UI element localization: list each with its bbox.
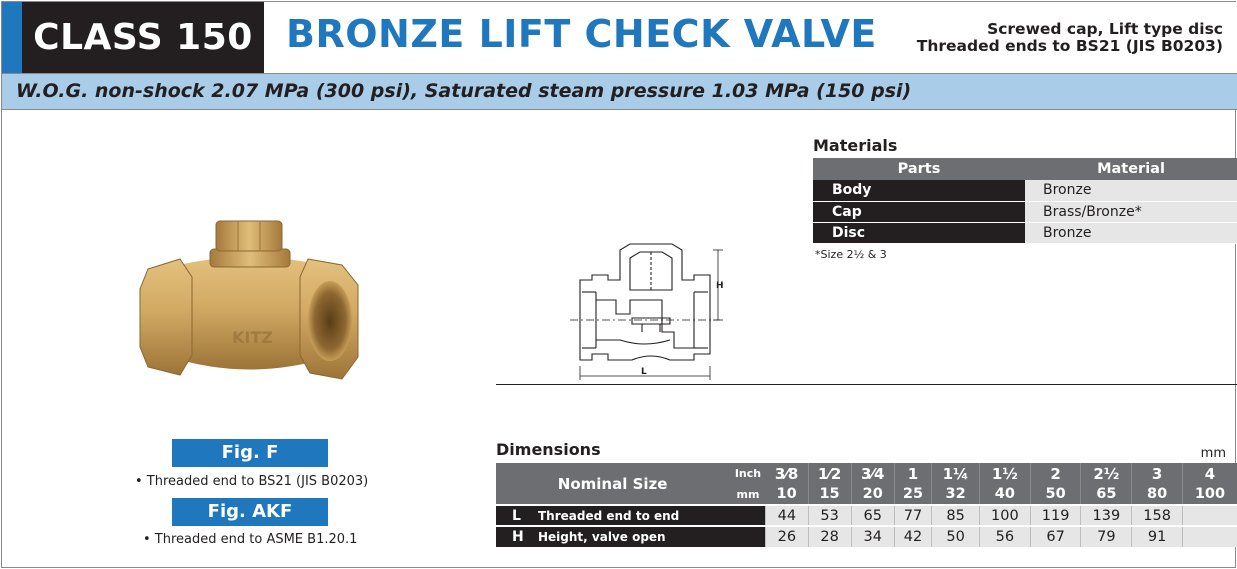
dimension-value: 139 [1081,505,1132,526]
row-name: Threaded end to end [532,505,766,526]
figure-label-f: Fig. F [172,439,328,467]
inch-size: 2½ [1081,463,1132,484]
materials-row [813,222,1237,243]
dimension-value: 42 [894,526,931,547]
dimension-value: 158 [1132,505,1183,526]
subtitle-line-1: Screwed cap, Lift type disc [987,20,1223,38]
dimension-value: 100 [979,505,1030,526]
materials-row [813,180,1237,201]
inch-size: 3⁄8 [766,463,808,484]
valve-photo [130,207,370,397]
part-name: Cap [813,201,1025,222]
mm-size: 100 [1182,484,1237,505]
dimensions-unit: mm [1200,446,1226,461]
cast-brand-mark: KITZ [232,328,273,347]
mm-size: 20 [851,484,894,505]
section-divider [496,384,1237,385]
inch-size: 2 [1030,463,1081,484]
dimension-value: 28 [808,526,851,547]
material-name: Bronze [1025,180,1237,201]
mm-size: 15 [808,484,851,505]
materials-row [813,201,1237,222]
figure-note-akf: • Threaded end to ASME B1.20.1 [143,532,358,547]
mm-size: 80 [1132,484,1183,505]
dimension-value: 119 [1030,505,1081,526]
mm-size: 50 [1030,484,1081,505]
dimension-row-h [496,526,1237,547]
figure-label-akf: Fig. AKF [172,498,328,526]
dimension-value: 79 [1081,526,1132,547]
dimension-value: 77 [894,505,931,526]
inch-size: 3 [1132,463,1183,484]
dimension-value: 34 [851,526,894,547]
inch-label: Inch [730,463,766,484]
dimension-value: 50 [932,526,980,547]
dimensions-title: Dimensions [496,440,601,459]
row-name: Height, valve open [532,526,766,547]
dimension-value: 65 [851,505,894,526]
col-material: Material [1025,158,1237,180]
mm-size: 25 [894,484,931,505]
rating-band [2,74,1237,110]
inch-size: 3⁄4 [851,463,894,484]
inch-size: 1¼ [932,463,980,484]
material-name: Bronze [1025,222,1237,243]
inch-size: 1½ [979,463,1030,484]
pressure-rating: W.O.G. non-shock 2.07 MPa (300 psi), Saturated steam pressure 1.03 MPa (150 psi) [16,80,912,102]
mm-label: mm [730,484,766,505]
dimension-value [1182,526,1237,547]
drawing-label-h: H [716,281,724,291]
dimension-value: 44 [766,505,808,526]
mm-size: 65 [1081,484,1132,505]
mm-size: 40 [979,484,1030,505]
nominal-size-label: Nominal Size [496,463,730,505]
part-name: Body [813,180,1025,201]
mm-size: 10 [766,484,808,505]
materials-table [813,158,1237,244]
page-header [2,2,1237,74]
subtitle-line-2: Threaded ends to BS21 (JIS B0203) [916,37,1223,55]
dimension-value [1182,505,1237,526]
dimension-value: 26 [766,526,808,547]
page-frame [1,1,1236,568]
inch-size: 1⁄2 [808,463,851,484]
mm-size: 32 [932,484,980,505]
inch-size: 4 [1182,463,1237,484]
sectional-drawing [570,240,740,386]
dimension-value: 53 [808,505,851,526]
drawing-label-l: L [641,367,647,377]
dimensions-table [496,463,1237,547]
material-name: Brass/Bronze* [1025,201,1237,222]
inch-size: 1 [894,463,931,484]
materials-footnote: *Size 2½ & 3 [815,248,887,261]
dimension-value: 56 [979,526,1030,547]
inch-row [496,463,1237,484]
materials-title: Materials [813,136,898,155]
class-label: CLASS 150 [22,2,264,73]
page-title: BRONZE LIFT CHECK VALVE [286,12,877,56]
dimension-value: 67 [1030,526,1081,547]
materials-header-row [813,158,1237,180]
row-symbol: H [496,526,532,547]
part-name: Disc [813,222,1025,243]
dimension-row-l [496,505,1237,526]
dimension-value: 85 [932,505,980,526]
figure-note-f: • Threaded end to BS21 (JIS B0203) [135,474,369,489]
col-parts: Parts [813,158,1025,180]
header-subtitle [917,21,1223,55]
dimension-value: 91 [1132,526,1183,547]
header-accent-bar [2,2,22,73]
row-symbol: L [496,505,532,526]
